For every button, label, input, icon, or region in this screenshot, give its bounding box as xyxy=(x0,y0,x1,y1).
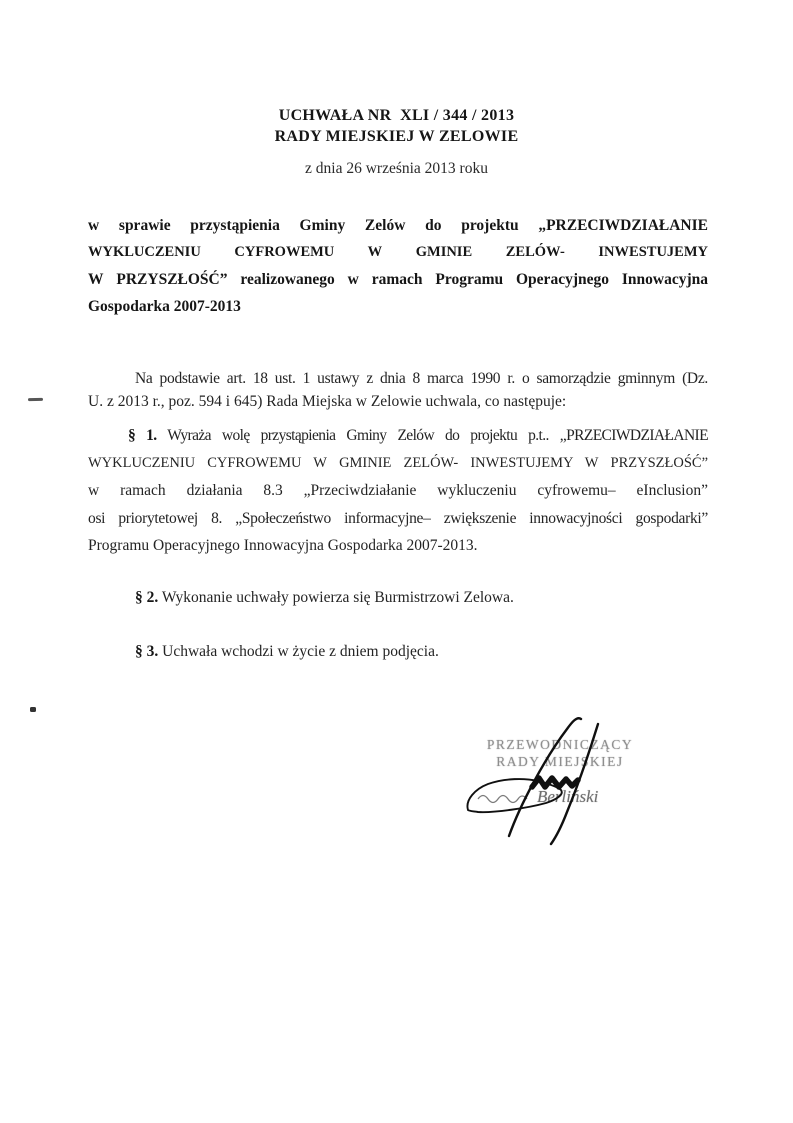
section-1-line: w ramach działania 8.3 „Przeciwdziałanie wykluczeniu cyfrowemu– eInclusion” xyxy=(88,482,708,499)
section-1-line: Programu Operacyjnego Innowacyjna Gospodarka 2007-2013. xyxy=(88,537,478,554)
subject-line: W PRZYSZŁOŚĆ” realizowanego w ramach Programu Operacyjnego Innowacyjna xyxy=(88,271,708,288)
legal-basis-line: Na podstawie art. 18 ust. 1 ustawy z dnia 8 marca 1990 r. o samorządzie gminnym (Dz. xyxy=(135,370,708,387)
margin-dash-mark xyxy=(28,398,43,401)
legal-basis-paragraph xyxy=(88,367,708,413)
document-header xyxy=(0,105,793,147)
chairman-title-line: RADY MIEJSKIEJ xyxy=(496,753,624,769)
section-1-line: osi priorytetowej 8. „Społeczeństwo informacyjne– zwiększenie innowacyjności gospodarki” xyxy=(88,509,708,527)
handwritten-signature xyxy=(430,690,730,850)
section-1-line xyxy=(88,422,708,450)
resolution-number-title: UCHWAŁA NR XLI / 344 / 2013 xyxy=(278,107,515,124)
section-1-line: WYKLUCZENIU CYFROWEMU W GMINIE ZELÓW- INWESTUJEMY W PRZYSZŁOŚĆ” xyxy=(88,454,708,471)
section-3-paragraph xyxy=(88,638,708,665)
section-1-paragraph xyxy=(88,422,708,560)
signature-scribble xyxy=(532,778,578,787)
subject-line: w sprawie przystąpienia Gminy Zelów do projektu „PRZECIWDZIAŁANIE xyxy=(88,217,708,234)
section-2-text: Wykonanie uchwały powierza się Burmistrzowi Zelowa. xyxy=(158,589,514,606)
subject-paragraph xyxy=(88,212,708,320)
signature-stroke xyxy=(509,718,581,836)
subject-line: Gospodarka 2007-2013 xyxy=(88,298,241,315)
legal-basis-line: U. z 2013 r., poz. 594 i 645) Rada Miejska w Zelowie uchwala, co następuje: xyxy=(88,393,567,410)
obscured-first-name-text xyxy=(478,796,527,803)
margin-dot-mark xyxy=(30,707,36,712)
chairman-name: Berliński xyxy=(537,787,599,806)
council-name-title: RADY MIEJSKIEJ W ZELOWIE xyxy=(274,128,519,145)
section-1-marker: § 1. xyxy=(128,427,157,444)
section-3-text: Uchwała wchodzi w życie z dniem podjęcia. xyxy=(158,643,439,660)
section-1-text: Wyraża wolę przystąpienia Gminy Zelów do projektu p.t.. „PRZECIWDZIAŁANIE xyxy=(156,427,708,444)
subject-line: WYKLUCZENIU CYFROWEMU W GMINIE ZELÓW- INWESTUJEMY xyxy=(88,244,708,260)
section-2-paragraph xyxy=(88,584,708,611)
section-3-marker: § 3. xyxy=(135,643,159,660)
resolution-date: z dnia 26 września 2013 roku xyxy=(305,160,488,177)
section-2-marker: § 2. xyxy=(135,589,159,606)
chairman-title-line: PRZEWODNICZĄCY xyxy=(486,737,634,752)
